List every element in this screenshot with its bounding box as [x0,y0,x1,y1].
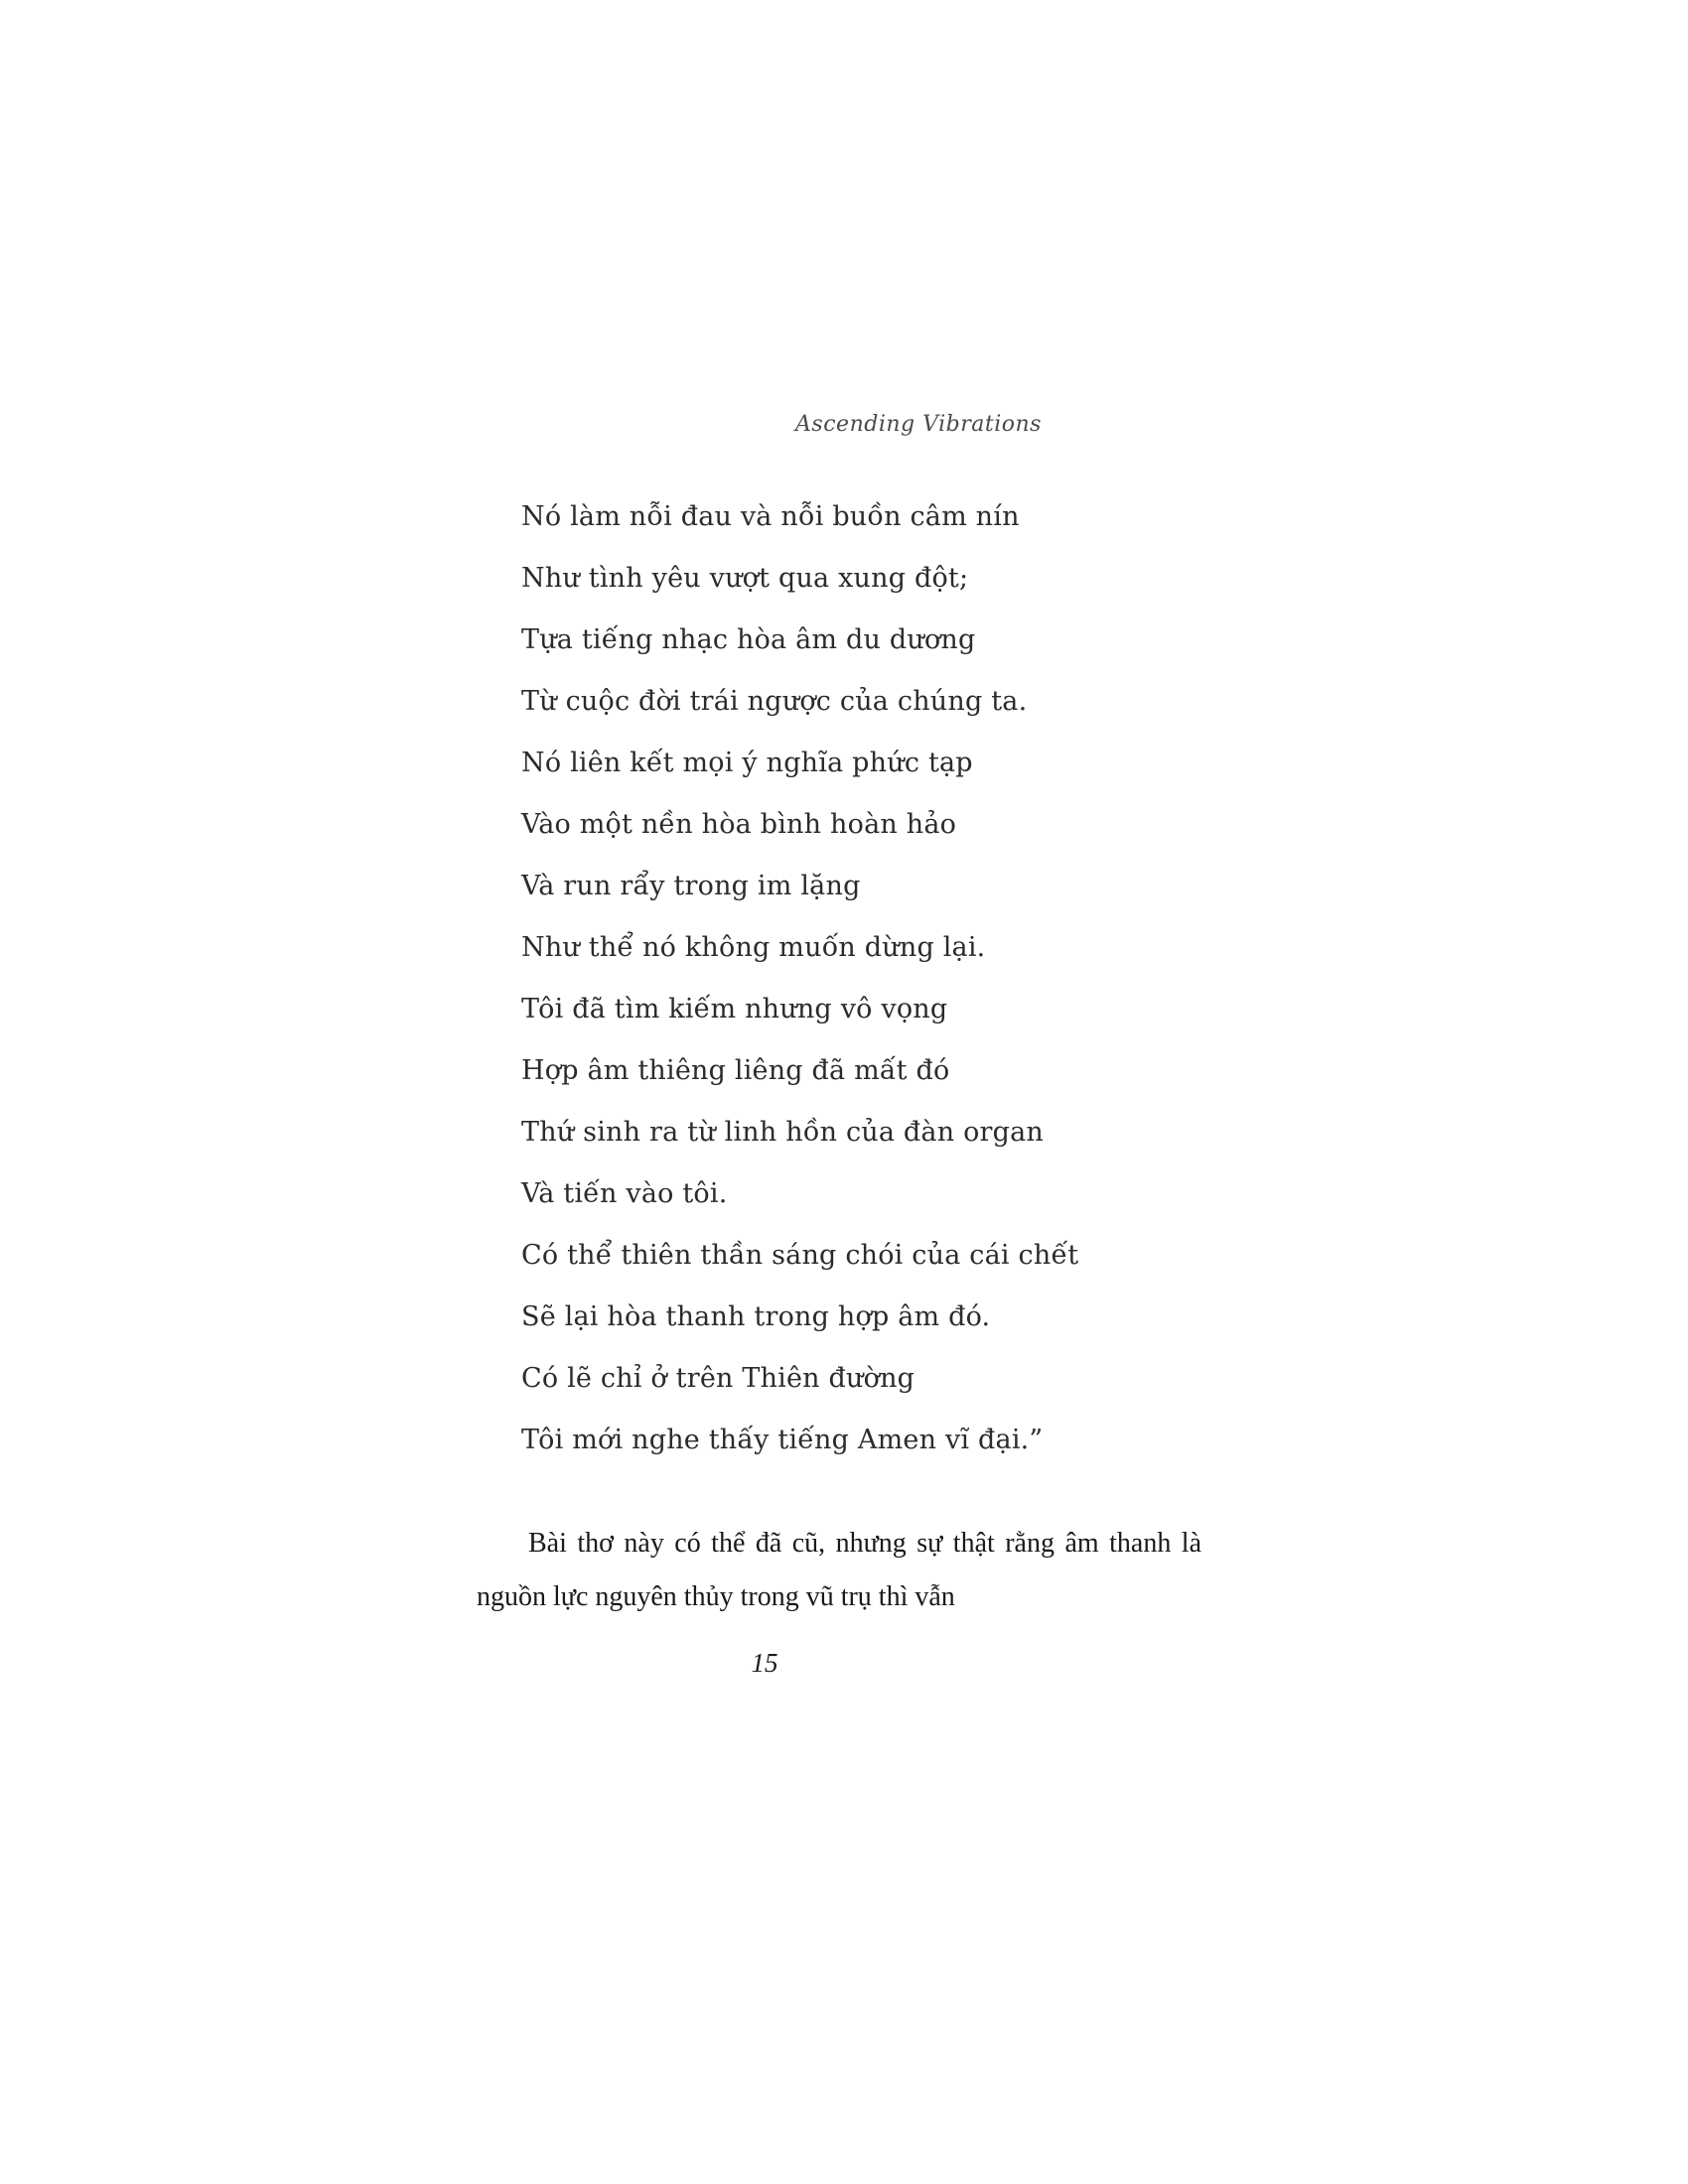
poem-line: Nó liên kết mọi ý nghĩa phức tạp [521,748,973,778]
poem-line: Tôi mới nghe thấy tiếng Amen vĩ đại.” [521,1425,1044,1455]
poem-line: Thứ sinh ra từ linh hồn của đàn organ [521,1117,1045,1148]
poem-block [521,486,1276,1471]
body-paragraph: Bài thơ này có thể đã cũ, nhưng sự thật rằng âm thanh là nguồn lực nguyên thủy trong vũ trụ thì vẫn [477,1528,1201,1612]
poem-line: Hợp âm thiêng liêng đã mất đó [521,1055,950,1086]
poem-line: Vào một nền hòa bình hoàn hảo [521,809,957,840]
poem-line: Từ cuộc đời trái ngược của chúng ta. [521,686,1028,717]
poem-line: Như tình yêu vượt qua xung đột; [521,563,969,594]
poem-line: Và tiến vào tôi. [521,1178,728,1209]
poem-line: Và run rẩy trong im lặng [521,871,861,901]
poem-line: Như thể nó không muốn dừng lại. [521,932,986,963]
poem-line: Có lẽ chỉ ở trên Thiên đường [521,1363,915,1394]
poem-line: Tựa tiếng nhạc hòa âm du dương [521,624,976,655]
poem-line: Có thể thiên thần sáng chói của cái chết [521,1240,1079,1271]
running-head: Ascending Vibrations [795,412,1042,437]
poem-line: Sẽ lại hòa thanh trong hợp âm đó. [521,1301,991,1332]
poem-line: Nó làm nỗi đau và nỗi buồn câm nín [521,501,1020,532]
poem-line: Tôi đã tìm kiếm nhưng vô vọng [521,994,948,1024]
page-number: 15 [751,1648,778,1678]
